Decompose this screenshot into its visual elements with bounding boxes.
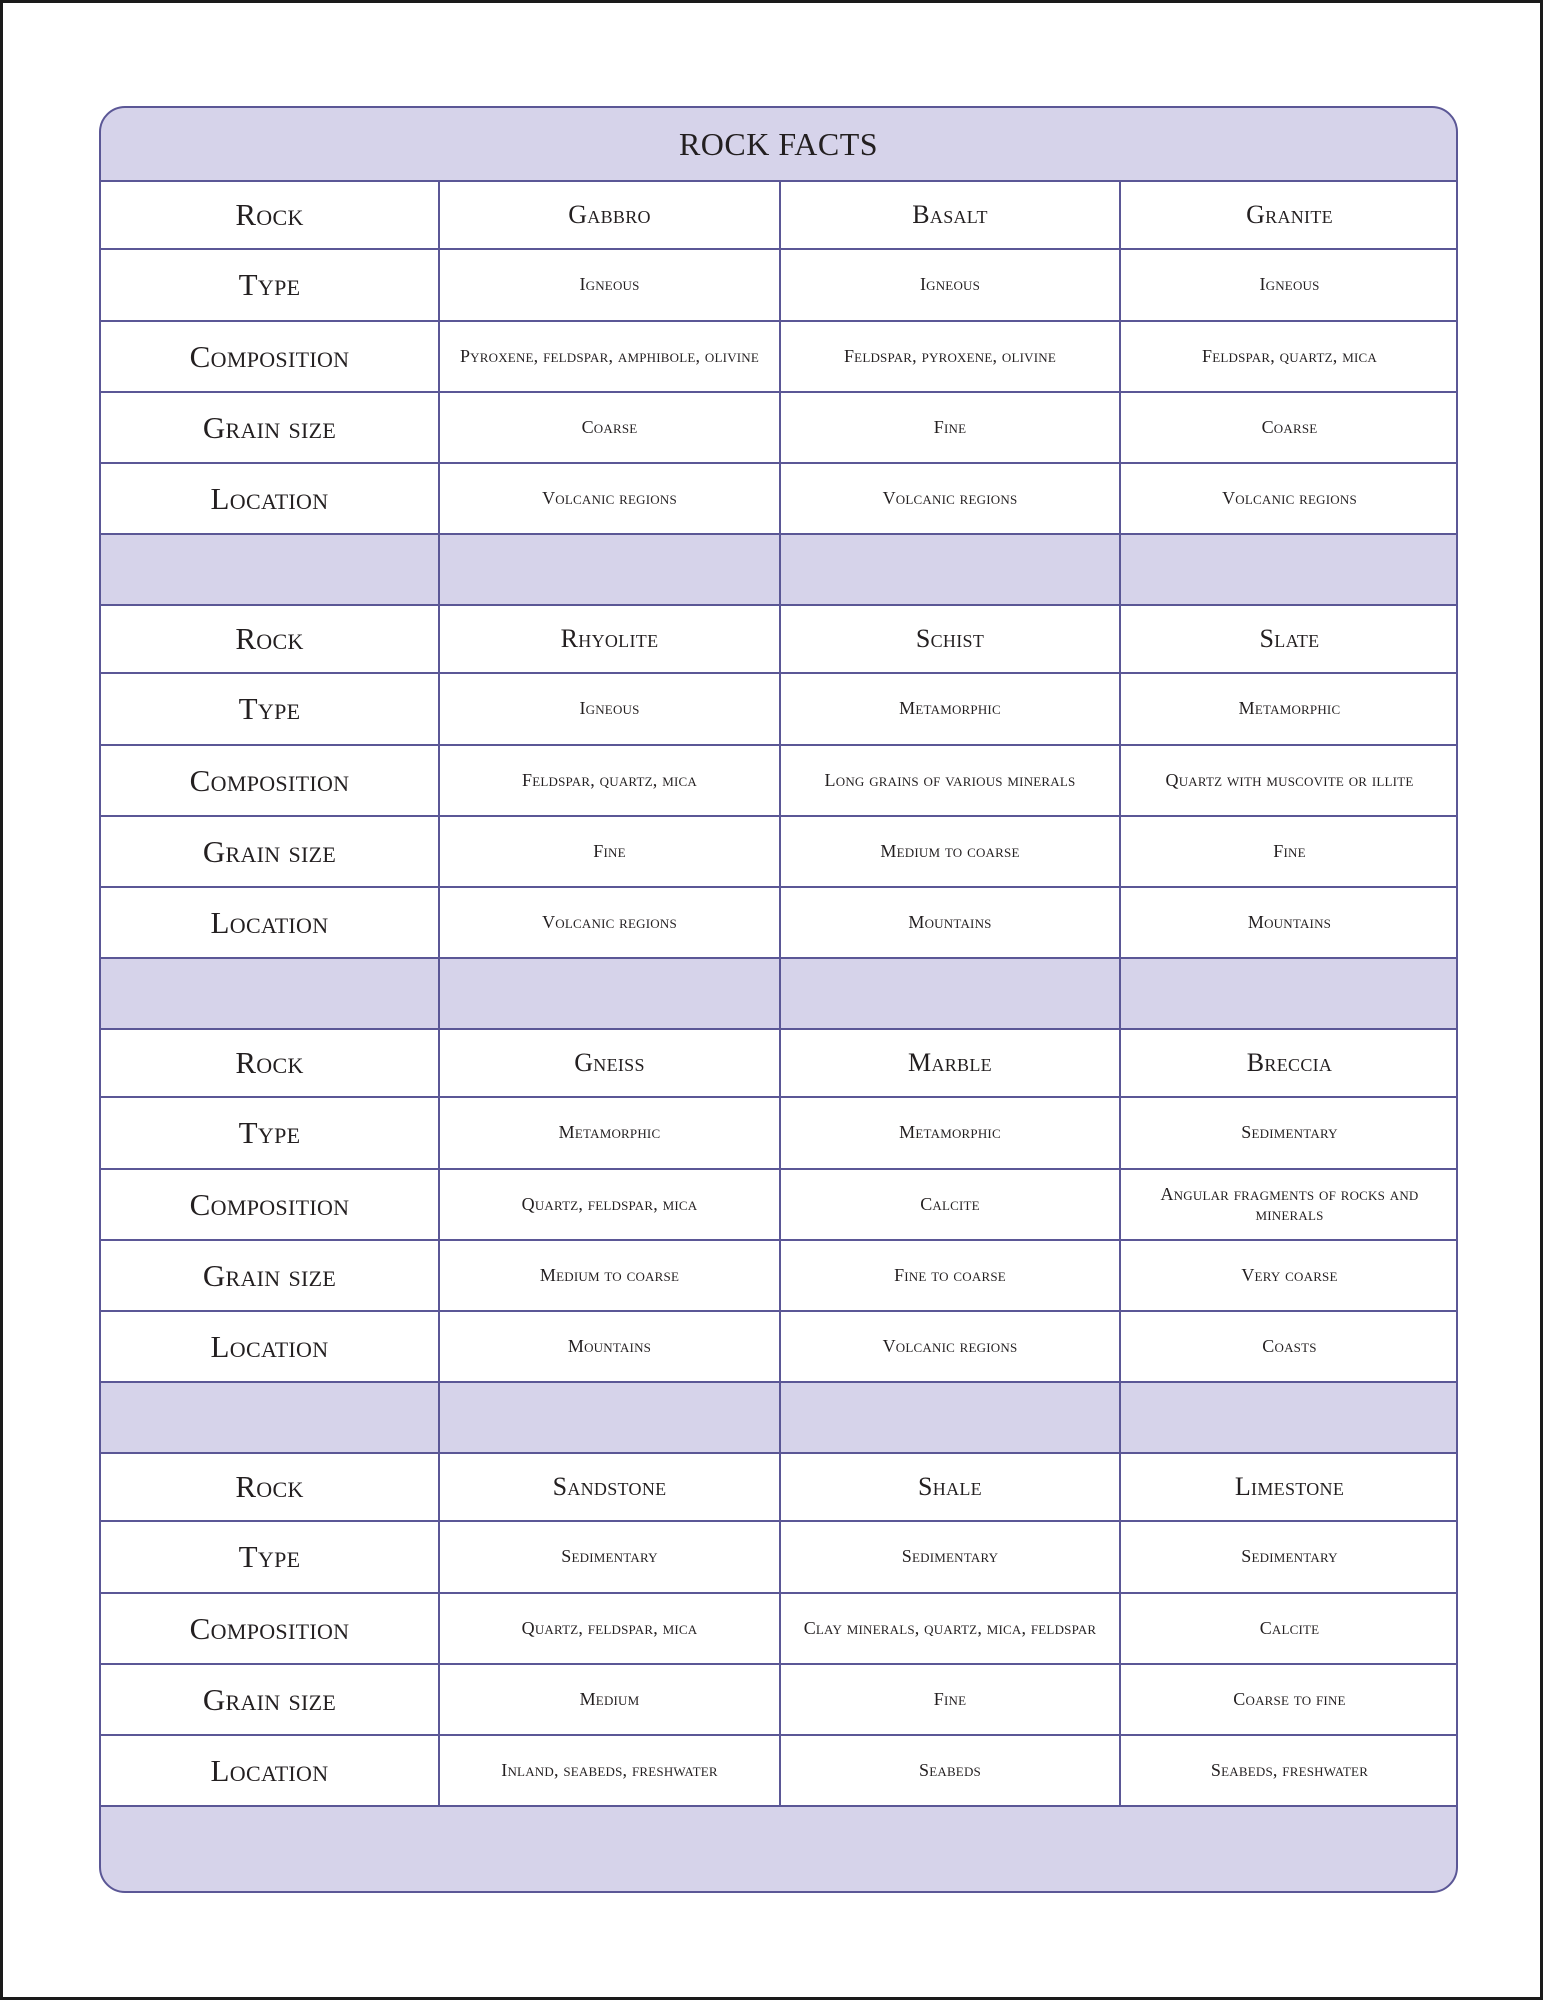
location-value: Volcanic regions [780,463,1120,534]
location-value: Mountains [780,887,1120,958]
row-label-location: Location [100,1311,439,1382]
row-label-rock: Rock [100,1029,439,1097]
grain-size-value: Coarse to fine [1120,1664,1458,1735]
rock-name: Shale [780,1453,1120,1521]
rock-facts-card [99,106,1458,1893]
location-value: Seabeds, freshwater [1120,1735,1458,1806]
rock-name: Limestone [1120,1453,1458,1521]
rock-name: Gneiss [439,1029,780,1097]
row-label-type: Type [100,1097,439,1169]
composition-value: Long grains of various minerals [780,745,1120,816]
row-label-grain-size: Grain size [100,1240,439,1311]
group-separator [100,1382,1458,1453]
location-value: Coasts [1120,1311,1458,1382]
row-label-rock: Rock [100,181,439,249]
group-separator [100,534,1458,605]
row-label-rock: Rock [100,605,439,673]
composition-value: Calcite [780,1169,1120,1240]
rock-name: Rhyolite [439,605,780,673]
grain-size-value: Medium to coarse [439,1240,780,1311]
grain-size-value: Fine to coarse [780,1240,1120,1311]
table-row [100,887,1458,958]
table-row [100,1029,1458,1097]
row-label-type: Type [100,1521,439,1593]
rock-name: Breccia [1120,1029,1458,1097]
separator-cell [100,958,439,1029]
composition-value: Feldspar, quartz, mica [439,745,780,816]
composition-value: Quartz, feldspar, mica [439,1169,780,1240]
composition-value: Calcite [1120,1593,1458,1664]
type-value: Sedimentary [1120,1521,1458,1593]
rock-facts-table [99,180,1458,1807]
location-value: Volcanic regions [1120,463,1458,534]
table-row [100,1311,1458,1382]
table-row [100,1097,1458,1169]
row-label-location: Location [100,1735,439,1806]
rock-name: Slate [1120,605,1458,673]
type-value: Sedimentary [439,1521,780,1593]
row-label-composition: Composition [100,1169,439,1240]
row-label-grain-size: Grain size [100,1664,439,1735]
table-row [100,1664,1458,1735]
rock-name: Marble [780,1029,1120,1097]
table-row [100,321,1458,392]
grain-size-value: Coarse [439,392,780,463]
table-row [100,1240,1458,1311]
rock-name: Sandstone [439,1453,780,1521]
type-value: Igneous [439,249,780,321]
location-value: Mountains [439,1311,780,1382]
composition-value: Pyroxene, feldspar, amphibole, olivine [439,321,780,392]
row-label-location: Location [100,463,439,534]
location-value: Volcanic regions [439,463,780,534]
row-label-location: Location [100,887,439,958]
table-row [100,463,1458,534]
separator-cell [100,534,439,605]
group-separator [100,958,1458,1029]
separator-cell [780,1382,1120,1453]
grain-size-value: Fine [780,1664,1120,1735]
location-value: Inland, seabeds, freshwater [439,1735,780,1806]
location-value: Seabeds [780,1735,1120,1806]
separator-cell [780,534,1120,605]
type-value: Igneous [780,249,1120,321]
type-value: Metamorphic [1120,673,1458,745]
table-row [100,673,1458,745]
separator-cell [780,958,1120,1029]
type-value: Metamorphic [439,1097,780,1169]
separator-cell [439,958,780,1029]
separator-cell [1120,534,1458,605]
row-label-grain-size: Grain size [100,816,439,887]
composition-value: Feldspar, pyroxene, olivine [780,321,1120,392]
row-label-grain-size: Grain size [100,392,439,463]
rock-name: Gabbro [439,181,780,249]
rock-name: Basalt [780,181,1120,249]
composition-value: Quartz, feldspar, mica [439,1593,780,1664]
table-row [100,1169,1458,1240]
type-value: Sedimentary [780,1521,1120,1593]
row-label-type: Type [100,673,439,745]
separator-cell [1120,1382,1458,1453]
separator-cell [439,1382,780,1453]
table-row [100,1593,1458,1664]
composition-value: Angular fragments of rocks and minerals [1120,1169,1458,1240]
grain-size-value: Very coarse [1120,1240,1458,1311]
location-value: Volcanic regions [439,887,780,958]
separator-cell [439,534,780,605]
grain-size-value: Coarse [1120,392,1458,463]
rock-name: Granite [1120,181,1458,249]
rock-name: Schist [780,605,1120,673]
table-row [100,1735,1458,1806]
composition-value: Feldspar, quartz, mica [1120,321,1458,392]
table-row [100,249,1458,321]
type-value: Sedimentary [1120,1097,1458,1169]
type-value: Igneous [1120,249,1458,321]
location-value: Volcanic regions [780,1311,1120,1382]
row-label-composition: Composition [100,745,439,816]
grain-size-value: Medium [439,1664,780,1735]
separator-cell [100,1382,439,1453]
type-value: Igneous [439,673,780,745]
row-label-type: Type [100,249,439,321]
table-row [100,1453,1458,1521]
separator-cell [1120,958,1458,1029]
type-value: Metamorphic [780,673,1120,745]
grain-size-value: Fine [780,392,1120,463]
table-row [100,816,1458,887]
table-row [100,392,1458,463]
table-row [100,605,1458,673]
table-row [100,745,1458,816]
row-label-rock: Rock [100,1453,439,1521]
composition-value: Clay minerals, quartz, mica, feldspar [780,1593,1120,1664]
page-title: ROCK FACTS [678,125,879,162]
table-row [100,181,1458,249]
table-row [100,1521,1458,1593]
composition-value: Quartz with muscovite or illite [1120,745,1458,816]
location-value: Mountains [1120,887,1458,958]
row-label-composition: Composition [100,1593,439,1664]
row-label-composition: Composition [100,321,439,392]
grain-size-value: Fine [1120,816,1458,887]
grain-size-value: Fine [439,816,780,887]
grain-size-value: Medium to coarse [780,816,1120,887]
type-value: Metamorphic [780,1097,1120,1169]
